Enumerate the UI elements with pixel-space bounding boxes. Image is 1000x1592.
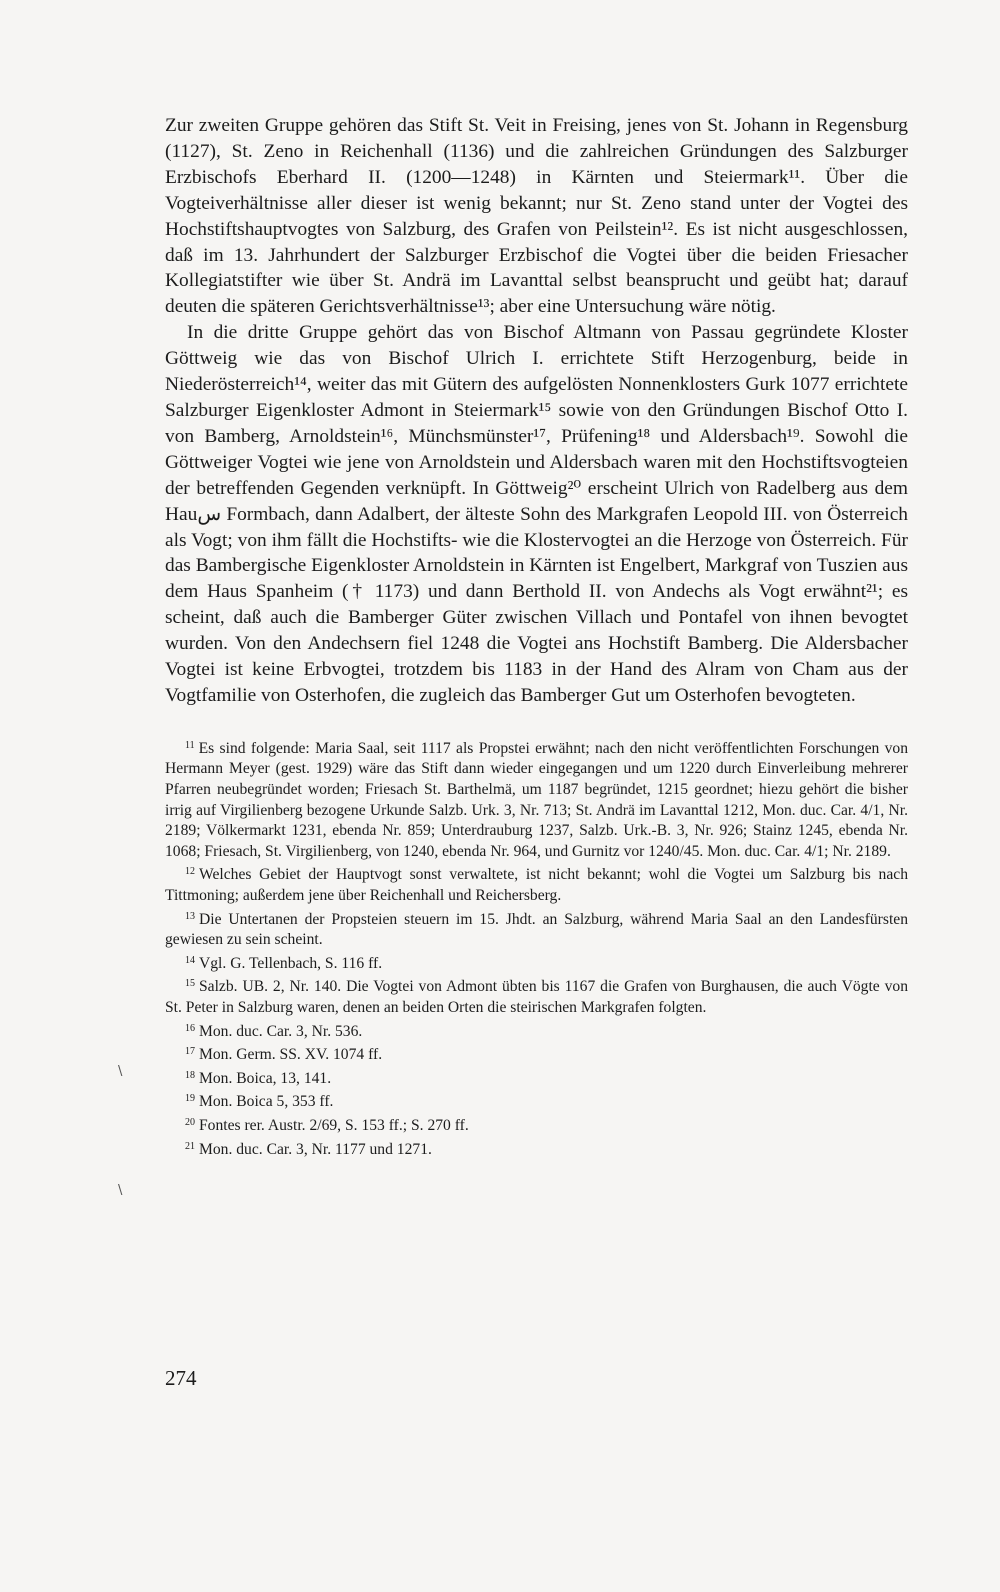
footnote-number: 16 — [185, 1022, 195, 1034]
paragraph-2: In die dritte Gruppe gehört das von Bischof Altmann von Passau gegründete Kloster Göttweig wie das von Bischof Ulrich I. errichtete Stift Herzogenburg, beide in Niederösterreich¹⁴, weiter das mit Gütern des aufgelösten Nonnenklosters Gurk 1077 errichtete Salzburger Eigenkloster Admont in Steiermark¹⁵ sowie von den Gründungen Bischof Otto I. von Bamberg, Arnoldstein¹⁶, Münchsmünster¹⁷, Prüfening¹⁸ und Aldersbach¹⁹. Sowohl die Göttweiger Vogtei wie jene von Arnoldstein und Aldersbach waren mit den Hochstiftsvogteien der betreffenden Gegenden verknüpft. In Göttweig²⁰ erscheint Ulrich von Radelberg aus dem Hauس Formbach, dann Adalbert, der älteste Sohn des Markgrafen Leopold III. von Österreich als Vogt; von ihm fällt die Hochstifts- wie die Klostervogtei an die Herzoge von Österreich. Für das Bambergische Eigenkloster Arnoldstein in Kärnten ist Engelbert, Markgraf von Tuszien aus dem Haus Spanheim († 1173) und dann Berthold II. von Andechs als Vogt erwähnt²¹; es scheint, daß auch die Bamberger Güter zwischen Villach und Pontafel von ihnen bevogtet wurden. Von den Andechsern fiel 1248 die Vogtei ans Hochstift Bamberg. Die Aldersbacher Vogtei ist keine Erbvogtei, trotzdem bis 1183 in der Hand des Alram von Cham aus der Vogtfamilie von Osterhofen, die zugleich das Bamberger Gut um Osterhofen bevogteten. — [165, 322, 908, 706]
page-number: 274 — [165, 1366, 197, 1390]
footnote-number: 11 — [185, 739, 195, 751]
footnote-15 — [165, 974, 908, 1018]
footnote-19 — [165, 1089, 908, 1113]
paragraph-1: Zur zweiten Gruppe gehören das Stift St. Veit in Freising, jenes von St. Johann in Regensburg (1127), St. Zeno in Reichenhall (1136) und die zahlreichen Gründungen des Salzburger Erzbischofs Eberhard II. (1200—1248) in Kärnten und Steiermark¹¹. Über die Vogteiverhältnisse aller dieser ist wenig bekannt; nur St. Zeno stand unter der Vogtei des Hochstiftshauptvogtes von Salzburg, des Grafen von Peilstein¹². Es ist nicht ausgeschlossen, daß im 13. Jahrhundert der Salzburger Erzbischof die Vogtei über die beiden Friesacher Kollegiatstifter wie über St. Andrä im Lavanttal selbst beansprucht und geübt hat; darauf deuten die späteren Gerichtsverhältnisse¹³; aber eine Untersuchung wäre nötig. — [165, 115, 908, 318]
footnote-12 — [165, 862, 908, 906]
footnote-17 — [165, 1042, 908, 1066]
footnote-13 — [165, 907, 908, 951]
footnote-number: 17 — [185, 1046, 195, 1058]
footnote-16 — [165, 1019, 908, 1043]
footnote-11 — [165, 736, 908, 863]
footnote-text: Die Untertanen der Propsteien steuern im 15. Jhdt. an Salzburg, während Maria Saal an den Landesfürsten gewiesen zu sein scheint. — [165, 910, 908, 949]
footnote-text: Mon. duc. Car. 3, Nr. 1177 und 1271. — [199, 1140, 432, 1158]
footnote-number: 21 — [185, 1140, 195, 1152]
main-text — [165, 113, 908, 709]
footnote-text: Mon. Boica, 13, 141. — [199, 1069, 332, 1087]
footnote-number: 13 — [185, 910, 195, 922]
footnote-number: 12 — [185, 866, 195, 878]
footnote-text: Mon. Boica 5, 353 ff. — [199, 1093, 334, 1111]
footnote-text: Vgl. G. Tellenbach, S. 116 ff. — [199, 954, 383, 972]
footnote-text: Mon. duc. Car. 3, Nr. 536. — [199, 1022, 363, 1040]
footnote-number: 15 — [185, 978, 195, 990]
footnote-text: Fontes rer. Austr. 2/69, S. 153 ff.; S. 270 ff. — [199, 1116, 469, 1134]
page-content — [165, 113, 908, 1160]
footnote-text: Welches Gebiet der Hauptvogt sonst verwaltete, ist nicht bekannt; wohl die Vogtei um Salzburg bis nach Tittmoning; außerdem jene über Reichenhall und Reichersberg. — [165, 866, 908, 904]
footnote-number: 18 — [185, 1069, 195, 1081]
margin-mark: \ — [118, 1064, 123, 1079]
footnote-14 — [165, 951, 908, 975]
footnotes — [165, 736, 908, 1160]
footnote-18 — [165, 1066, 908, 1090]
footnote-number: 19 — [185, 1093, 195, 1105]
footnote-21 — [165, 1137, 908, 1161]
footnote-number: 20 — [185, 1116, 195, 1128]
footnote-text: Es sind folgende: Maria Saal, seit 1117 als Propstei erwähnt; nach den nicht veröffentlichten Forschungen von Hermann Meyer (gest. 1929) wäre das Stift dann wieder eingegangen und um 1220 durch Einverleibung mehrerer Pfarren neubegründet worden; Friesach St. Barthelmä, um 1187 begründet, 1215 geordnet; hiezu gehört die bisher irrig auf Virgilienberg bezogene Urkunde Salzb. Urk. 3, Nr. 713; St. Andrä im Lavanttal 1212, Mon. duc. Car. 4/1, Nr. 2189; Völkermarkt 1231, ebenda Nr. 859; Unterdrauburg 1237, Salzb. Urk.-B. 3, Nr. 926; Stainz 1245, ebenda Nr. 1068; Friesach, St. Virgilienberg, von 1240, ebenda Nr. 964, und Gurnitz vor 1240/45. Mon. duc. Car. 4/1; Nr. 2189. — [165, 739, 908, 860]
margin-mark: \ — [118, 1183, 123, 1198]
footnote-text: Salzb. UB. 2, Nr. 140. Die Vogtei von Admont übten bis 1167 die Grafen von Burghausen, die auch Vögte von St. Peter in Salzburg waren, denen an beiden Orten die steirischen Markgrafen folgten. — [165, 978, 908, 1016]
footnote-number: 14 — [185, 954, 195, 966]
footnote-20 — [165, 1113, 908, 1137]
footnote-text: Mon. Germ. SS. XV. 1074 ff. — [199, 1046, 383, 1064]
